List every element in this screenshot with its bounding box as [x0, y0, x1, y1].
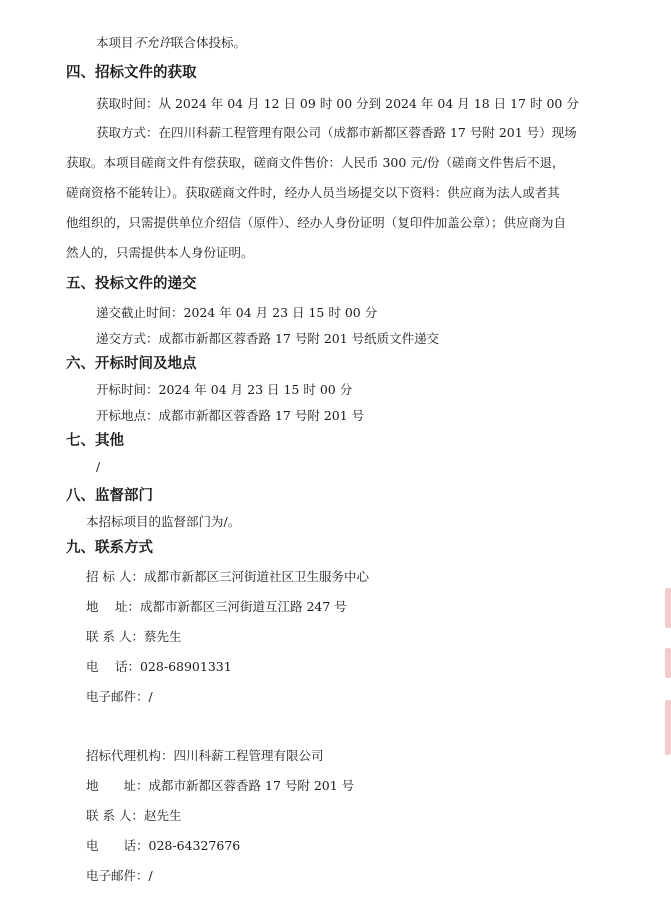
tenderer-name-value: 成都市新都区三河街道社区卫生服务中心 [143, 569, 369, 584]
other-content: / [96, 459, 101, 474]
section-8-title: 八、监督部门 [66, 488, 153, 504]
tenderer-address-value: 成都市新都区三河街道互江路 247 号 [139, 599, 347, 614]
opening-place: 开标地点：成都市新都区蓉香路 17 号附 201 号 [96, 408, 365, 423]
agency-address-label: 地 址： [86, 778, 149, 793]
agency-email [86, 868, 153, 884]
section-4-title: 四、招标文件的获取 [66, 65, 197, 81]
seal-edge-mark [665, 700, 671, 755]
note-prefix: 本项目 [96, 35, 134, 50]
tenderer-email [86, 689, 153, 705]
agency-phone-label: 电 话： [86, 838, 149, 853]
tenderer-email-value: / [148, 689, 153, 704]
agency-name-label: 招标代理机构： [86, 748, 174, 763]
acquire-method-line-5: 然人的，只需提供本人身份证明。 [66, 245, 254, 260]
tenderer-contact [86, 629, 181, 645]
section-6-title: 六、开标时间及地点 [66, 356, 197, 372]
supervision-content: 本招标项目的监督部门为/。 [86, 514, 241, 529]
section-9-title: 九、联系方式 [66, 540, 153, 556]
tenderer-email-label: 电子邮件： [86, 689, 149, 704]
tenderer-contact-value: 蔡先生 [143, 629, 182, 644]
tenderer-phone [86, 659, 232, 675]
agency-phone-value: 028-64327676 [148, 838, 241, 853]
agency-contact-value: 赵先生 [143, 808, 182, 823]
agency-address-value: 成都市新都区蓉香路 17 号附 201 号 [148, 778, 355, 793]
tenderer-address [86, 599, 347, 615]
acquire-method-line-4: 他组织的，只需提供单位介绍信（原件）、经办人身份证明（复印件加盖公章）；供应商为自 [66, 215, 567, 230]
section-7-title: 七、其他 [66, 433, 124, 449]
agency-phone [86, 838, 240, 854]
seal-edge-mark [665, 588, 671, 628]
acquire-method-line-3: 磋商资格不能转让）。获取磋商文件时，经办人员当场提交以下资料：供应商为法人或者其 [66, 185, 560, 200]
opening-time: 开标时间：2024 年 04 月 23 日 15 时 00 分 [96, 382, 353, 397]
section-5-title: 五、投标文件的递交 [66, 276, 197, 292]
tenderer-phone-label: 电 话： [86, 659, 140, 674]
agency-email-label: 电子邮件： [86, 868, 149, 883]
agency-name-value: 四川科薪工程管理有限公司 [173, 748, 324, 763]
tenderer-name-label: 招 标 人： [86, 569, 144, 584]
acquire-method-line-1: 获取方式：在四川科薪工程管理有限公司（成都市新都区蓉香路 17 号附 201 号）现场 [96, 125, 577, 140]
agency-address [86, 778, 354, 794]
agency-name [86, 748, 324, 764]
seal-edge-mark [665, 648, 671, 678]
note-suffix: 联合体投标。 [171, 35, 247, 50]
acquire-method-line-2: 获取。本项目磋商文件有偿获取，磋商文件售价：人民币 300 元/份（磋商文件售后不退， [66, 155, 565, 170]
tenderer-contact-label: 联 系 人： [86, 629, 144, 644]
tenderer-name [86, 569, 369, 585]
submit-method: 递交方式：成都市新都区蓉香路 17 号附 201 号纸质文件递交 [96, 331, 440, 346]
tenderer-address-label: 地 址： [86, 599, 140, 614]
consortium-note [96, 35, 246, 51]
agency-email-value: / [148, 868, 153, 883]
agency-contact-label: 联 系 人： [86, 808, 144, 823]
submit-deadline: 递交截止时间：2024 年 04 月 23 日 15 时 00 分 [96, 305, 378, 320]
note-emphasis: 不允许 [133, 35, 172, 50]
tenderer-phone-value: 028-68901331 [139, 659, 232, 674]
acquire-time: 获取时间：从 2024 年 04 月 12 日 09 时 00 分到 2024 年 04 月 18 日 17 时 00 分 [96, 96, 579, 111]
agency-contact [86, 808, 181, 824]
